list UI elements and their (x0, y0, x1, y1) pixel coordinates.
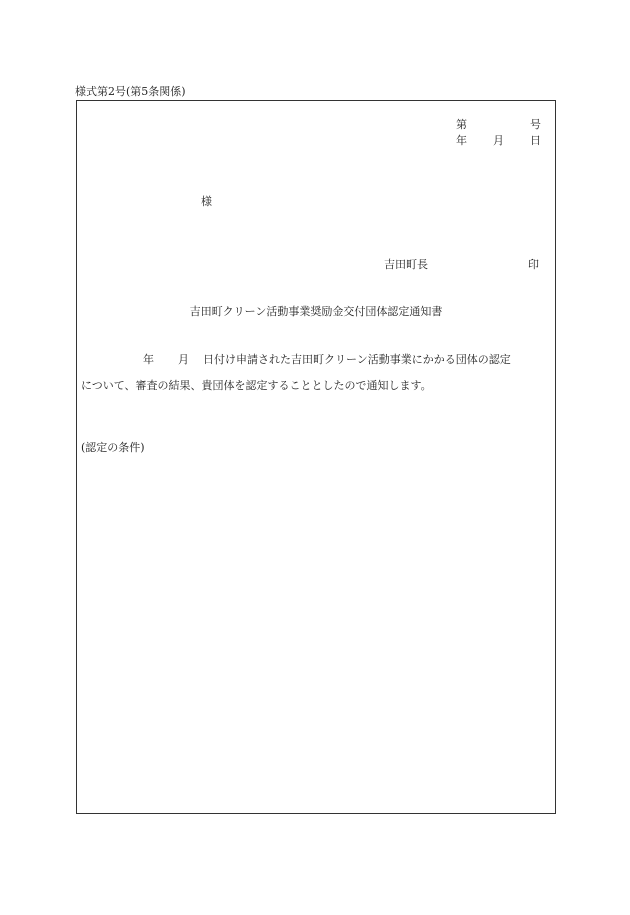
document-number-suffix: 号 (530, 118, 541, 131)
date-day-label: 日 (530, 134, 541, 147)
body-text-line-2: について、審査の結果、貴団体を認定することとしたので通知します。 (81, 379, 432, 392)
date-month-label: 月 (493, 134, 504, 147)
conditions-heading: (認定の条件) (81, 441, 145, 454)
seal-mark: 印 (528, 258, 539, 271)
document-title: 吉田町クリーン活動事業奨励金交付団体認定通知書 (189, 305, 443, 318)
body-year-label: 年 (143, 353, 154, 366)
issuer-name: 吉田町長 (384, 258, 428, 271)
body-text-line-1: 日付け申請された吉田町クリーン活動事業にかかる団体の認定 (203, 353, 511, 366)
addressee-honorific: 様 (201, 195, 212, 208)
document-frame (76, 100, 556, 814)
form-number-label: 様式第2号(第5条関係) (75, 85, 186, 98)
document-number-prefix: 第 (456, 118, 467, 131)
body-month-label: 月 (178, 353, 189, 366)
date-year-label: 年 (456, 134, 467, 147)
